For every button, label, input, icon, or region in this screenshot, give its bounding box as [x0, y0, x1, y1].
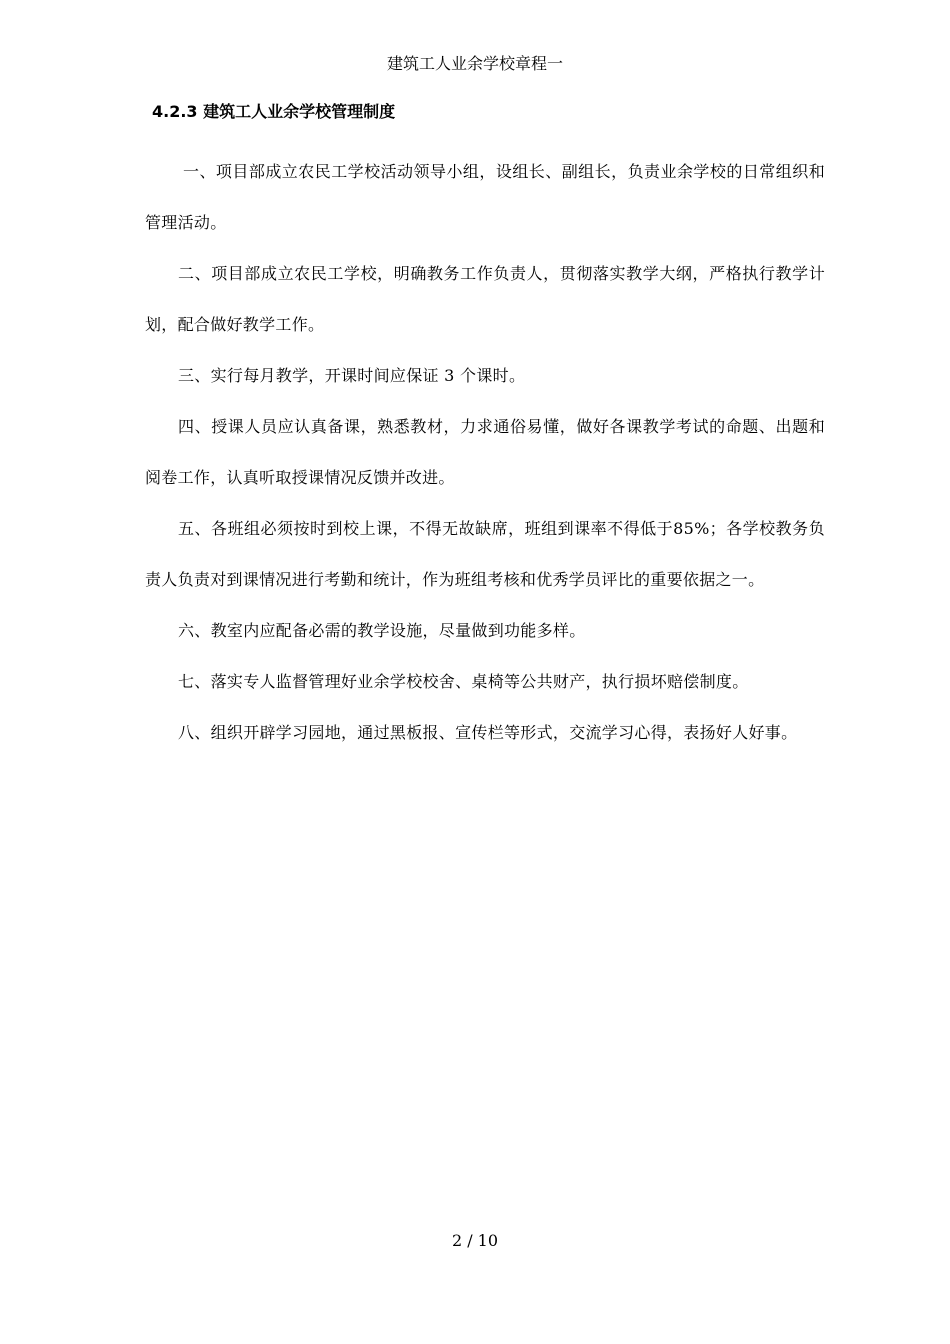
regulation-item-5: 五、各班组必须按时到校上课，不得无故缺席，班组到课率不得低于85%；各学校教务负责人负责对到课情况进行考勤和统计，作为班组考核和优秀学员评比的重要依据之一。: [145, 519, 825, 589]
section-heading: 4.2.3 建筑工人业余学校管理制度: [152, 102, 396, 121]
regulation-item-8: 八、组织开辟学习园地，通过黑板报、宣传栏等形式，交流学习心得，表扬好人好事。: [178, 723, 798, 742]
regulation-item-1: 一、项目部成立农民工学校活动领导小组，设组长、副组长，负责业余学校的日常组织和管理活动。: [145, 162, 825, 232]
page-number: 2 / 10: [451, 1231, 499, 1250]
regulation-item-3: 三、实行每月教学，开课时间应保证 3 个课时。: [178, 366, 526, 385]
regulation-item-4: 四、授课人员应认真备课，熟悉教材，力求通俗易懂，做好各课教学考试的命题、出题和阅卷工作，认真听取授课情况反馈并改进。: [145, 417, 825, 487]
regulation-item-7: 七、落实专人监督管理好业余学校校舍、桌椅等公共财产，执行损坏赔偿制度。: [178, 672, 749, 691]
regulation-body: [145, 146, 825, 758]
page-header-title: 建筑工人业余学校章程一: [386, 54, 563, 73]
regulation-item-2: 二、项目部成立农民工学校，明确教务工作负责人，贯彻落实教学大纲，严格执行教学计划，配合做好教学工作。: [145, 264, 825, 334]
regulation-item-6: 六、教室内应配备必需的教学设施，尽量做到功能多样。: [178, 621, 586, 640]
